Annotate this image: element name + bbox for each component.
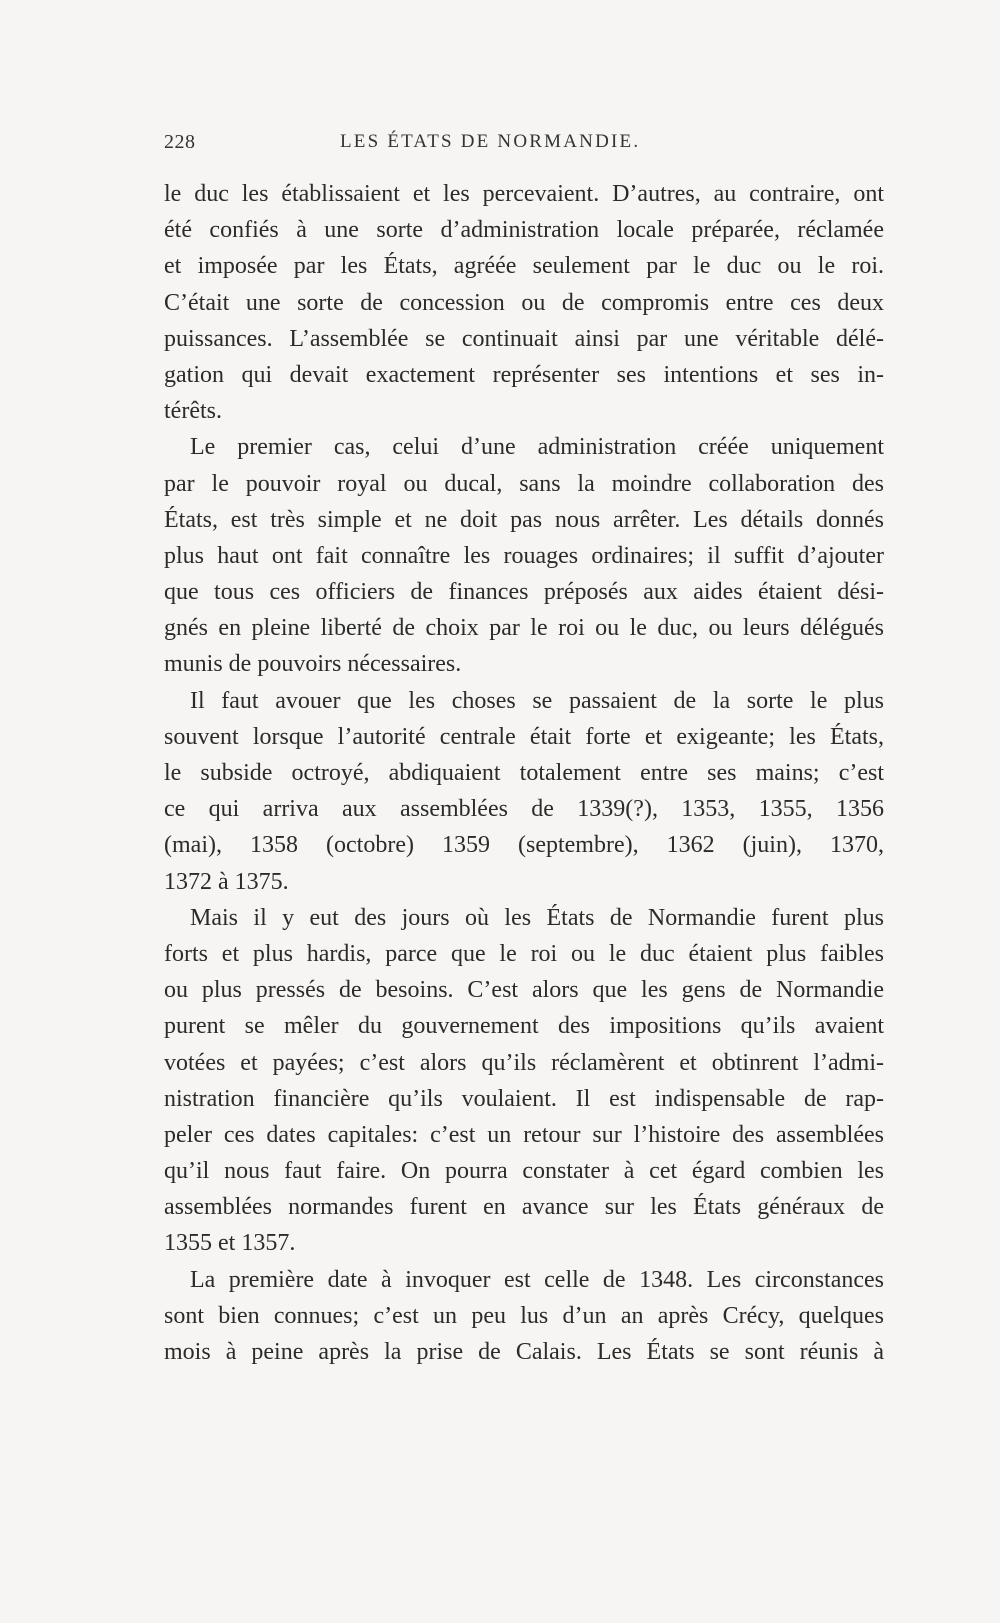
page-number: 228 — [164, 131, 196, 153]
text-line: votées et payées; c’est alors qu’ils réclamèrent et obtinrent l’admi- — [164, 1049, 884, 1076]
text-line: le subside octroyé, abdiquaient totalement entre ses mains; c’est — [164, 760, 884, 786]
text-line: mois à peine après la prise de Calais. Les États se sont réunis à — [164, 1339, 884, 1365]
paragraph-first-line: Il faut avouer que les choses se passaient de la sorte le plus — [190, 687, 884, 714]
paragraph-first-line: La première date à invoquer est celle de 1348. Les circonstances — [190, 1266, 884, 1293]
text-line: assemblées normandes furent en avance sur les États généraux de — [164, 1194, 884, 1221]
text-line: par le pouvoir royal ou ducal, sans la moindre collaboration des — [164, 470, 884, 497]
text-line: ce qui arriva aux assemblées de 1339(?), 1353, 1355, 1356 — [164, 796, 884, 823]
text-line: gation qui devait exactement représenter ses intentions et ses in- — [164, 361, 884, 388]
running-head — [164, 131, 882, 157]
text-line: munis de pouvoirs nécessaires. — [164, 651, 462, 678]
body-text — [164, 176, 884, 1370]
text-line: le duc les établissaient et les percevaient. D’autres, au contraire, ont — [164, 181, 884, 207]
text-line: 1372 à 1375. — [164, 868, 289, 895]
running-title: LES ÉTATS DE NORMANDIE. — [340, 131, 641, 152]
text-line: nistration financière qu’ils voulaient. Il est indispensable de rap- — [164, 1085, 884, 1112]
text-line: (mai), 1358 (octobre) 1359 (septembre), 1362 (juin), 1370, — [164, 832, 884, 859]
text-line: été confiés à une sorte d’administration locale préparée, réclamée — [164, 217, 884, 244]
text-line: sont bien connues; c’est un peu lus d’un an après Crécy, quelques — [164, 1302, 884, 1329]
text-line: gnés en pleine liberté de choix par le roi ou le duc, ou leurs délégués — [164, 615, 884, 642]
text-line: C’était une sorte de concession ou de compromis entre ces deux — [164, 289, 884, 316]
text-line: qu’il nous faut faire. On pourra constater à cet égard combien les — [164, 1158, 884, 1185]
text-line: que tous ces officiers de finances préposés aux aides étaient dési- — [164, 579, 884, 606]
text-line: ou plus pressés de besoins. C’est alors que les gens de Normandie — [164, 977, 884, 1004]
text-line: plus haut ont fait connaître les rouages ordinaires; il suffit d’ajouter — [164, 542, 884, 569]
text-line: peler ces dates capitales: c’est un retour sur l’histoire des assemblées — [164, 1121, 884, 1148]
text-line: purent se mêler du gouvernement des impositions qu’ils avaient — [164, 1013, 884, 1040]
text-line: térêts. — [164, 398, 222, 425]
text-line: puissances. L’assemblée se continuait ainsi par une véritable délé- — [164, 325, 884, 352]
text-line: 1355 et 1357. — [164, 1230, 296, 1257]
text-line: souvent lorsque l’autorité centrale était forte et exigeante; les États, — [164, 723, 884, 750]
paragraph-first-line: Mais il y eut des jours où les États de Normandie furent plus — [190, 904, 884, 931]
text-line: forts et plus hardis, parce que le roi ou le duc étaient plus faibles — [164, 940, 884, 967]
text-line: États, est très simple et ne doit pas nous arrêter. Les détails donnés — [164, 506, 884, 533]
paragraph-first-line: Le premier cas, celui d’une administration créée uniquement — [190, 434, 884, 461]
text-line: et imposée par les États, agréée seulement par le duc ou le roi. — [164, 253, 884, 280]
